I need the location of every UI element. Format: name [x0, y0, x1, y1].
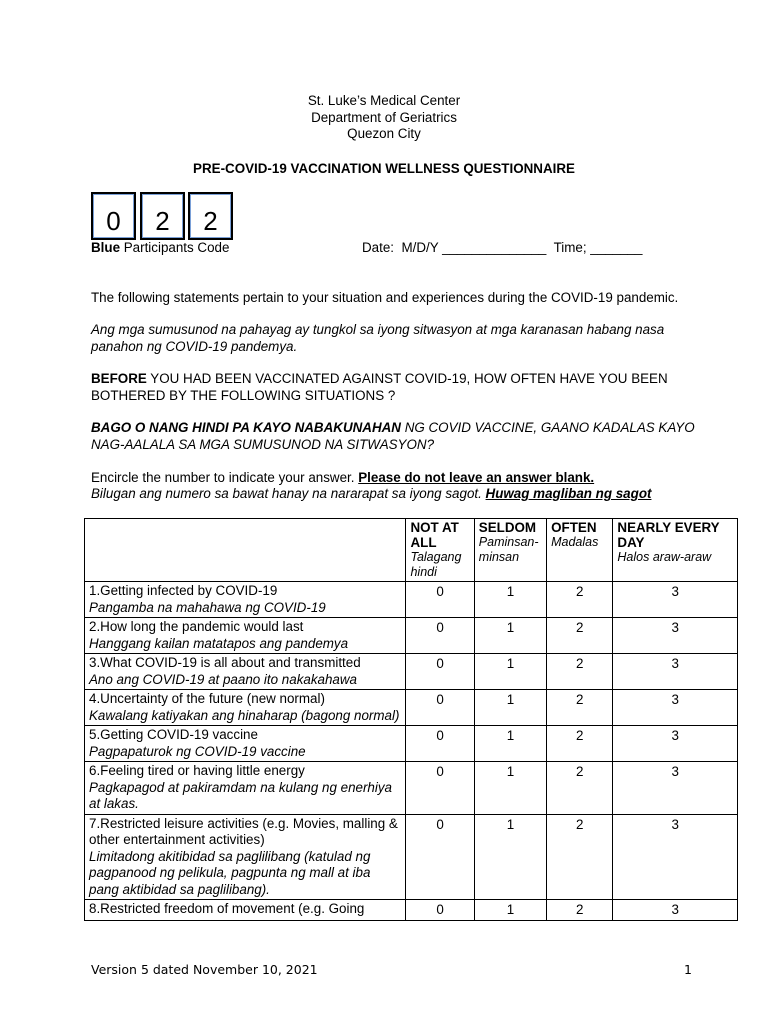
column-header-tl: Paminsan-minsan [478, 535, 539, 564]
header-blank-cell [85, 519, 406, 582]
question-english [91, 371, 711, 404]
city-name: Quezon City [347, 126, 421, 141]
item-tl: Limitadong akitibidad sa paglilibang (katulad ng pagpanood ng pelikula, pagpunta ng mall at iba pang aktibidad sa paglilibang). [89, 848, 371, 897]
table-row [85, 582, 738, 618]
item-cell [85, 654, 406, 690]
department-name: Department of Geriatrics [311, 110, 457, 125]
question-tagalog [91, 420, 711, 453]
column-header [547, 519, 613, 582]
item-en: 1.Getting infected by COVID-19 [89, 583, 278, 598]
table-row [85, 900, 738, 921]
score-option[interactable]: 2 [547, 690, 613, 726]
score-option[interactable]: 3 [613, 814, 738, 900]
score-option[interactable]: 2 [547, 900, 613, 921]
item-cell [85, 618, 406, 654]
item-en: 8.Restricted freedom of movement (e.g. Going [89, 901, 365, 916]
score-option[interactable]: 0 [406, 582, 474, 618]
item-cell [85, 582, 406, 618]
intro-english: The following statements pertain to your situation and experiences during the COVID-19 pandemic. [91, 290, 679, 305]
score-option[interactable]: 1 [474, 814, 546, 900]
item-tl: Kawalang katiyakan ang hinaharap (bagong normal) [89, 707, 400, 723]
participant-code-digit-3[interactable]: 2 [188, 192, 233, 240]
item-tl: Hanggang kailan matatapos ang pandemya [89, 635, 349, 651]
score-option[interactable]: 3 [613, 618, 738, 654]
score-option[interactable]: 0 [406, 762, 474, 815]
participant-code-label [91, 240, 229, 255]
score-option[interactable]: 0 [406, 618, 474, 654]
table-header-row [85, 519, 738, 582]
code-color-label: Blue [91, 240, 121, 255]
score-option[interactable]: 3 [613, 900, 738, 921]
score-option[interactable]: 0 [406, 900, 474, 921]
score-option[interactable]: 2 [547, 618, 613, 654]
table-row [85, 762, 738, 815]
score-option[interactable]: 0 [406, 690, 474, 726]
table-row [85, 814, 738, 900]
instructions-en-emphasis: Please do not leave an answer blank. [358, 470, 595, 485]
score-option[interactable]: 3 [613, 762, 738, 815]
instructions-en-text: Encircle the number to indicate your answer. [91, 470, 359, 485]
score-option[interactable]: 1 [474, 900, 546, 921]
item-tl: Pagpapaturok ng COVID-19 vaccine [89, 743, 306, 759]
item-cell [85, 726, 406, 762]
question-tl-emphasis: BAGO O NANG HINDI PA KAYO NABAKUNAHAN [91, 420, 401, 435]
intro-tagalog: Ang mga sumusunod na pahayag ay tungkol sa iyong sitwasyon at mga karanasan habang nasa panahon ng COVID-19 pandemya. [91, 322, 665, 354]
instructions-english [91, 470, 731, 487]
score-option[interactable]: 3 [613, 582, 738, 618]
question-tl-text: NG COVID VACCINE, GAANO KADALAS KAYO NAG-AALALA SA MGA SUMUSUNOD NA SITWASYON? [91, 420, 695, 452]
column-header [474, 519, 546, 582]
item-tl: Pangamba na mahahawa ng COVID-19 [89, 599, 326, 615]
item-en: 5.Getting COVID-19 vaccine [89, 727, 258, 742]
item-en: 6.Feeling tired or having little energy [89, 763, 305, 778]
item-cell [85, 814, 406, 900]
score-option[interactable]: 3 [613, 726, 738, 762]
date-time-field: Date: M/D/Y ______________ Time; _______ [362, 240, 643, 255]
column-header-en: NOT AT ALL [410, 520, 459, 550]
table-row [85, 726, 738, 762]
instructions-tl-emphasis: Huwag magliban ng sagot [485, 486, 652, 501]
item-tl: Pagkapagod at pakiramdam na kulang ng enerhiya at lakas. [89, 779, 392, 811]
score-option[interactable]: 2 [547, 582, 613, 618]
score-option[interactable]: 2 [547, 654, 613, 690]
score-option[interactable]: 1 [474, 690, 546, 726]
instructions-tagalog [91, 486, 731, 503]
participant-code-digit-1[interactable]: 0 [91, 192, 136, 240]
item-tl: Ano ang COVID-19 at paano ito nakakahawa [89, 671, 357, 687]
question-en-emphasis: BEFORE [91, 371, 147, 386]
page-title: PRE-COVID-19 VACCINATION WELLNESS QUESTIONNAIRE [193, 161, 575, 176]
column-header-tl: Talagang hindi [410, 550, 462, 579]
participant-code-digit-2[interactable]: 2 [140, 192, 185, 240]
score-option[interactable]: 1 [474, 582, 546, 618]
score-option[interactable]: 2 [547, 762, 613, 815]
item-cell [85, 900, 406, 921]
question-en-text: YOU HAD BEEN VACCINATED AGAINST COVID-19, HOW OFTEN HAVE YOU BEEN BOTHERED BY THE FOLLOWING SITUATIONS ? [91, 371, 668, 403]
score-option[interactable]: 3 [613, 690, 738, 726]
score-option[interactable]: 1 [474, 762, 546, 815]
page-number: 1 [684, 962, 692, 977]
code-label-text: Participants Code [120, 240, 230, 255]
table-row [85, 654, 738, 690]
column-header-tl: Madalas [551, 535, 599, 549]
item-cell [85, 690, 406, 726]
instructions-tl-text: Bilugan ang numero sa bawat hanay na nararapat sa iyong sagot. [91, 486, 486, 501]
score-option[interactable]: 3 [613, 654, 738, 690]
item-en: 7.Restricted leisure activities (e.g. Movies, malling & other entertainment activities) [89, 815, 398, 847]
table-row [85, 618, 738, 654]
column-header [613, 519, 738, 582]
org-name: St. Luke’s Medical Center [307, 93, 461, 108]
score-option[interactable]: 2 [547, 726, 613, 762]
score-option[interactable]: 1 [474, 618, 546, 654]
item-en: 3.What COVID-19 is all about and transmitted [89, 655, 361, 670]
questionnaire-table [84, 518, 738, 921]
score-option[interactable]: 1 [474, 654, 546, 690]
column-header [406, 519, 474, 582]
score-option[interactable]: 0 [406, 654, 474, 690]
score-option[interactable]: 0 [406, 726, 474, 762]
item-cell [85, 762, 406, 815]
column-header-en: NEARLY EVERY DAY [617, 520, 720, 550]
score-option[interactable]: 1 [474, 726, 546, 762]
table-row [85, 690, 738, 726]
score-option[interactable]: 0 [406, 814, 474, 900]
column-header-tl: Halos araw-araw [617, 550, 712, 564]
version-footer: Version 5 dated November 10, 2021 [91, 962, 318, 977]
column-header-en: SELDOM [478, 520, 537, 535]
column-header-en: OFTEN [551, 520, 597, 535]
score-option[interactable]: 2 [547, 814, 613, 900]
item-en: 2.How long the pandemic would last [89, 619, 304, 634]
item-en: 4.Uncertainty of the future (new normal) [89, 691, 325, 706]
